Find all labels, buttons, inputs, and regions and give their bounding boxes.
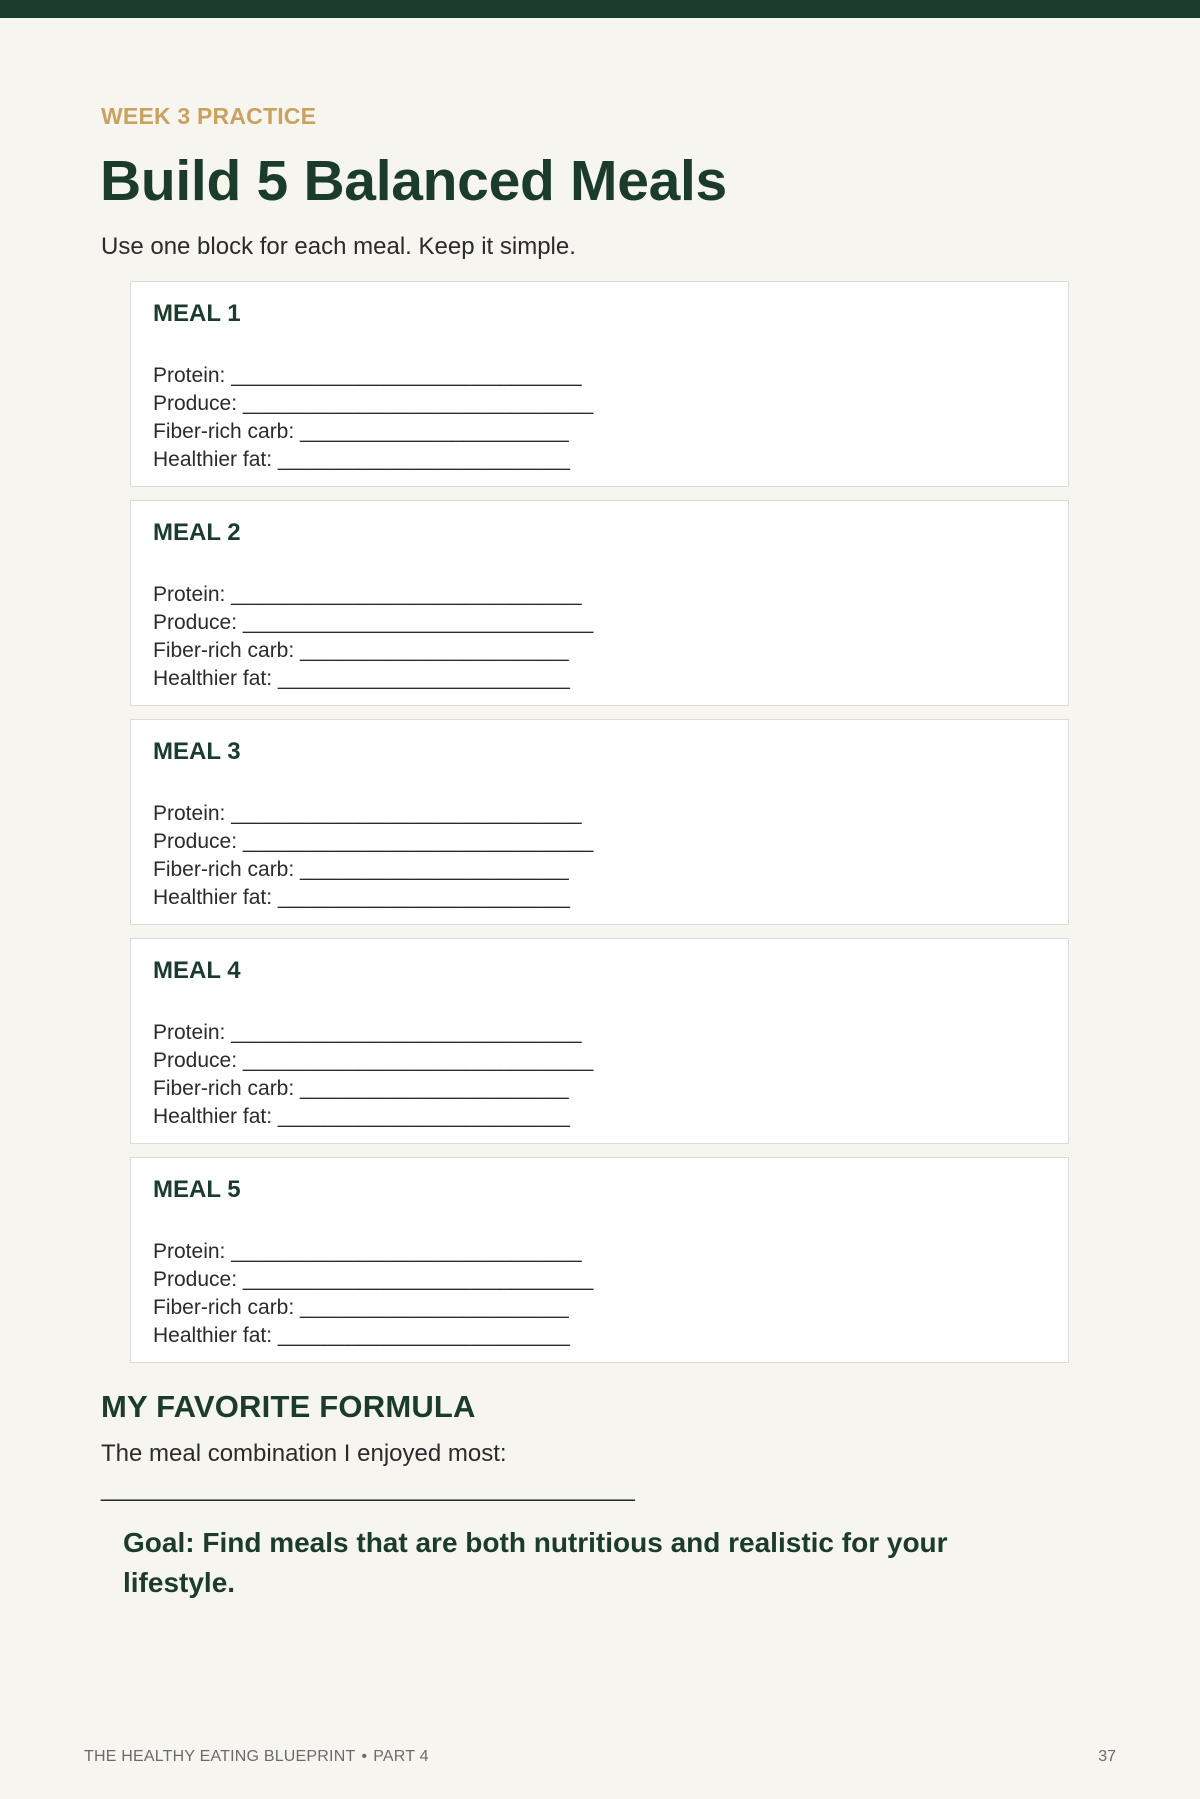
section-kicker: WEEK 3 PRACTICE [101,103,317,129]
fiber-rich-carb-field[interactable]: Fiber-rich carb: _______________________ [153,420,569,443]
meal-title: MEAL 5 [153,1176,241,1203]
healthier-fat-field[interactable]: Healthier fat: _________________________ [153,667,570,690]
meal-fields [153,800,593,912]
protein-field[interactable]: Protein: ______________________________ [153,583,582,606]
protein-field[interactable]: Protein: ______________________________ [153,1021,582,1044]
protein-field[interactable]: Protein: ______________________________ [153,364,582,387]
meal-title: MEAL 2 [153,519,241,546]
meal-card-4 [130,938,1069,1144]
favorite-formula-prompt: The meal combination I enjoyed most: [101,1440,507,1467]
meal-fields [153,1019,593,1131]
healthier-fat-field[interactable]: Healthier fat: _________________________ [153,1105,570,1128]
page-number: 37 [1098,1748,1116,1765]
meal-card-3 [130,719,1069,925]
favorite-formula-heading: MY FAVORITE FORMULA [101,1389,476,1424]
produce-field[interactable]: Produce: ______________________________ [153,611,594,634]
goal-callout: Goal: Find meals that are both nutritious and realistic for your lifestyle. [123,1527,948,1598]
meal-title: MEAL 3 [153,738,241,765]
meal-fields [153,362,593,474]
produce-field[interactable]: Produce: ______________________________ [153,392,594,415]
top-accent-bar [0,0,1200,18]
produce-field[interactable]: Produce: ______________________________ [153,830,594,853]
fiber-rich-carb-field[interactable]: Fiber-rich carb: _______________________ [153,639,569,662]
meal-fields [153,1238,593,1350]
healthier-fat-field[interactable]: Healthier fat: _________________________ [153,448,570,471]
meal-card-2 [130,500,1069,706]
produce-field[interactable]: Produce: ______________________________ [153,1049,594,1072]
footer-separator: • [361,1748,368,1765]
meal-fields [153,581,593,693]
protein-field[interactable]: Protein: ______________________________ [153,802,582,825]
fiber-rich-carb-field[interactable]: Fiber-rich carb: _______________________ [153,1077,569,1100]
protein-field[interactable]: Protein: ______________________________ [153,1240,582,1263]
footer-running-title [84,1748,429,1766]
footer-part: PART 4 [373,1748,429,1765]
produce-field[interactable]: Produce: ______________________________ [153,1268,594,1291]
footer-book-title: THE HEALTHY EATING BLUEPRINT [84,1748,356,1765]
meal-title: MEAL 4 [153,957,241,984]
fiber-rich-carb-field[interactable]: Fiber-rich carb: _______________________ [153,1296,569,1319]
page-subtitle: Use one block for each meal. Keep it simple. [101,233,576,260]
meal-card-1 [130,281,1069,487]
page-title: Build 5 Balanced Meals [100,149,727,213]
healthier-fat-field[interactable]: Healthier fat: _________________________ [153,1324,570,1347]
meal-title: MEAL 1 [153,300,241,327]
favorite-formula-field[interactable]: ________________________________________ [101,1475,635,1502]
meal-card-5 [130,1157,1069,1363]
healthier-fat-field[interactable]: Healthier fat: _________________________ [153,886,570,909]
fiber-rich-carb-field[interactable]: Fiber-rich carb: _______________________ [153,858,569,881]
